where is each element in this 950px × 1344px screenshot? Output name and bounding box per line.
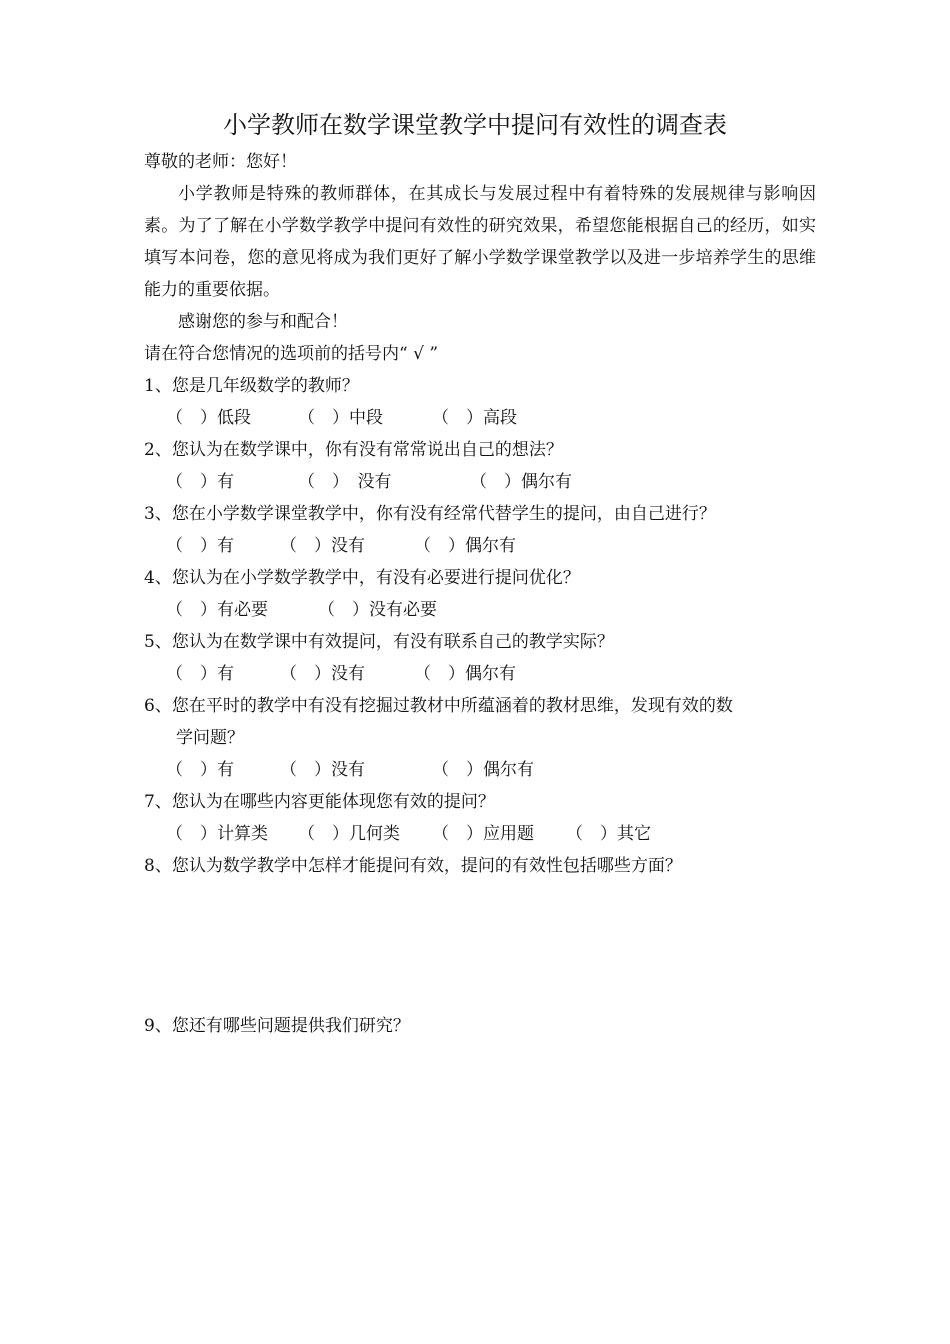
q2-option-no[interactable]: （ ） 没有 bbox=[298, 472, 392, 492]
q1-option-high[interactable]: （ ）高段 bbox=[432, 408, 517, 428]
question-7: 7、您认为在哪些内容更能体现您有效的提问？ bbox=[144, 792, 495, 812]
instruction-line: 请在符合您情况的选项前的括号内“ √ ” bbox=[144, 344, 439, 364]
q5-option-no[interactable]: （ ）没有 bbox=[280, 664, 365, 684]
document-title: 小学教师在数学课堂教学中提问有效性的调查表 bbox=[223, 111, 727, 139]
q2-option-sometimes[interactable]: （ ）偶尔有 bbox=[470, 472, 572, 492]
intro-paragraph: 小学教师是特殊的教师群体，在其成长与发展过程中有着特殊的发展规律与影响因素。为了了解在小学数学教学中提问有效性的研究效果，希望您能根据自己的经历，如实填写本问卷，您的意见将成为我们更好了解小学数学课堂教学以及进一步培养学生的思维能力的重要依据。 bbox=[144, 184, 816, 300]
q3-option-no[interactable]: （ ）没有 bbox=[280, 536, 365, 556]
q2-option-yes[interactable]: （ ）有 bbox=[166, 472, 234, 492]
question-9: 9、您还有哪些问题提供我们研究？ bbox=[144, 1016, 410, 1036]
question-2: 2、您认为在数学课中，你有没有常常说出自己的想法？ bbox=[144, 440, 563, 460]
q7-option-word-problem[interactable]: （ ）应用题 bbox=[432, 824, 534, 844]
q3-option-yes[interactable]: （ ）有 bbox=[166, 536, 234, 556]
q7-option-other[interactable]: （ ）其它 bbox=[566, 824, 651, 844]
q5-option-sometimes[interactable]: （ ）偶尔有 bbox=[414, 664, 516, 684]
q1-option-mid[interactable]: （ ）中段 bbox=[298, 408, 383, 428]
question-6-continued: 学问题？ bbox=[176, 728, 244, 748]
q7-option-geometry[interactable]: （ ）几何类 bbox=[298, 824, 400, 844]
q6-option-yes[interactable]: （ ）有 bbox=[166, 760, 234, 780]
question-8: 8、您认为数学教学中怎样才能提问有效，提问的有效性包括哪些方面？ bbox=[144, 856, 682, 876]
q5-option-yes[interactable]: （ ）有 bbox=[166, 664, 234, 684]
q6-option-sometimes[interactable]: （ ）偶尔有 bbox=[432, 760, 534, 780]
q4-option-necessary[interactable]: （ ）有必要 bbox=[166, 600, 268, 620]
thanks-line: 感谢您的参与和配合！ bbox=[178, 312, 348, 332]
question-1: 1、您是几年级数学的教师？ bbox=[144, 376, 359, 396]
greeting: 尊敬的老师：您好！ bbox=[144, 152, 297, 172]
question-4: 4、您认为在小学数学教学中，有没有必要进行提问优化？ bbox=[144, 568, 580, 588]
q7-option-calculation[interactable]: （ ）计算类 bbox=[166, 824, 268, 844]
q3-option-sometimes[interactable]: （ ）偶尔有 bbox=[414, 536, 516, 556]
q1-option-low[interactable]: （ ）低段 bbox=[166, 408, 251, 428]
q6-option-no[interactable]: （ ）没有 bbox=[280, 760, 365, 780]
question-5: 5、您认为在数学课中有效提问，有没有联系自己的教学实际？ bbox=[144, 632, 614, 652]
q4-option-unnecessary[interactable]: （ ）没有必要 bbox=[318, 600, 437, 620]
question-6: 6、您在平时的教学中有没有挖掘过教材中所蕴涵着的教材思维，发现有效的数 bbox=[144, 696, 733, 716]
question-3: 3、您在小学数学课堂教学中，你有没有经常代替学生的提问，由自己进行？ bbox=[144, 504, 716, 524]
